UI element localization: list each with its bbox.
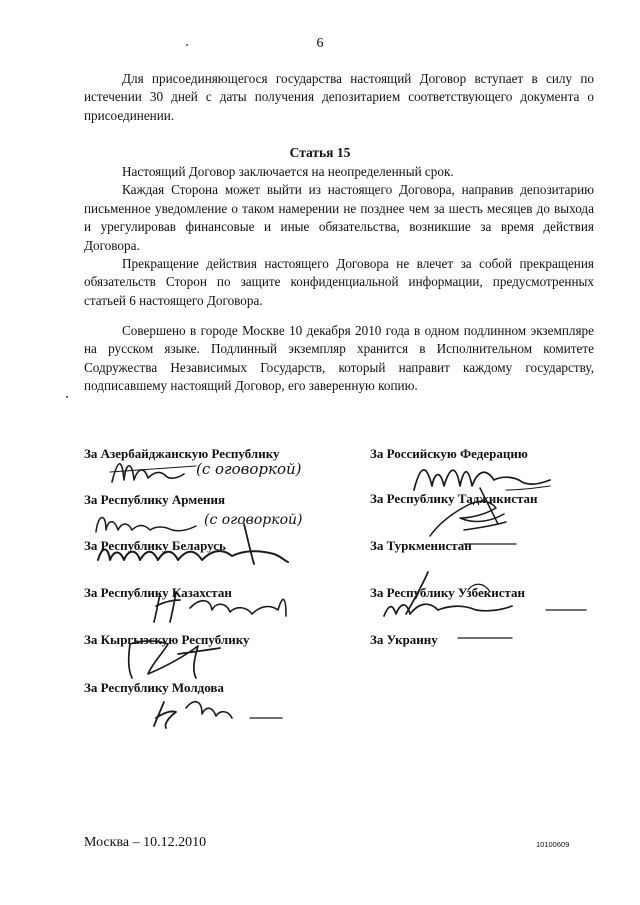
article-paragraph-2: Каждая Сторона может выйти из настоящего Договора, направив депозитарию письменное уведомление о таком намерении не позднее чем за шесть месяцев до выхода и урегулировав финансовые и иные обязательства, возникшие за время действия Договора.: [84, 182, 594, 253]
signatory-azerbaijan: За Азербайджанскую Республику: [84, 446, 280, 461]
margin-mark: [66, 396, 68, 398]
signatory-armenia: За Республику Армения: [84, 492, 225, 507]
signatory-russia: За Российскую Федерацию: [370, 446, 528, 461]
closing-paragraph: [84, 322, 594, 396]
article-paragraph-3: Прекращение действия настоящего Договора не влечет за собой прекращения обязательств Сторон по защите конфиденциальной информации, предусмотренных статьей 6 настоящего Договора.: [84, 256, 594, 308]
signatory-turkmenistan: За Туркменистан: [370, 538, 472, 553]
signature-uzbekistan: [378, 566, 598, 626]
signatory-kyrgyzstan: За Кыргызскую Республику: [84, 632, 250, 647]
article-body: [84, 163, 594, 310]
article-paragraph-1: Настоящий Договор заключается на неопределенный срок.: [122, 164, 454, 179]
place-date: Москва – 10.12.2010: [84, 835, 207, 850]
signatory-belarus: За Республику Беларусь: [84, 538, 226, 553]
signatory-moldova: За Республику Молдова: [84, 680, 224, 695]
signatory-ukraine: За Украину: [370, 632, 438, 647]
intro-paragraph-text: Для присоединяющегося государства настоящий Договор вступает в силу по истечении 30 дней с даты получения депозитарием соответствующего документа о присоединении.: [84, 71, 594, 123]
signatory-uzbekistan: За Республику Узбекистан: [370, 585, 525, 600]
signature-belarus: [94, 520, 314, 570]
azerbaijan-reservation-note: (с оговоркой): [196, 460, 302, 478]
signatory-tajikistan: За Республику Таджикистан: [370, 491, 538, 506]
signature-moldova: [150, 688, 290, 732]
signatory-kazakhstan: За Республику Казахстан: [84, 585, 232, 600]
intro-paragraph: [84, 70, 594, 125]
signature-kazakhstan: [150, 586, 300, 626]
document-code: 10100609: [536, 840, 570, 849]
armenia-reservation-note: (с оговоркой): [204, 512, 303, 528]
page-number: 6: [316, 36, 324, 51]
signature-turkmenistan-dash: [440, 530, 520, 554]
signature-ukraine-dash: [440, 626, 520, 650]
closing-paragraph-text: Совершено в городе Москве 10 декабря 2010 года в одном подлинном экземпляре на русском языке. Подлинный экземпляр хранится в Исполнительном комитете Содружества Независимых Государств, который направит каждому государству, подписавшему настоящий Договор, его заверенную копию.: [84, 323, 594, 394]
article-heading: Статья 15: [289, 145, 351, 160]
scan-speck: [186, 44, 188, 46]
signature-kyrgyzstan: [122, 634, 232, 684]
